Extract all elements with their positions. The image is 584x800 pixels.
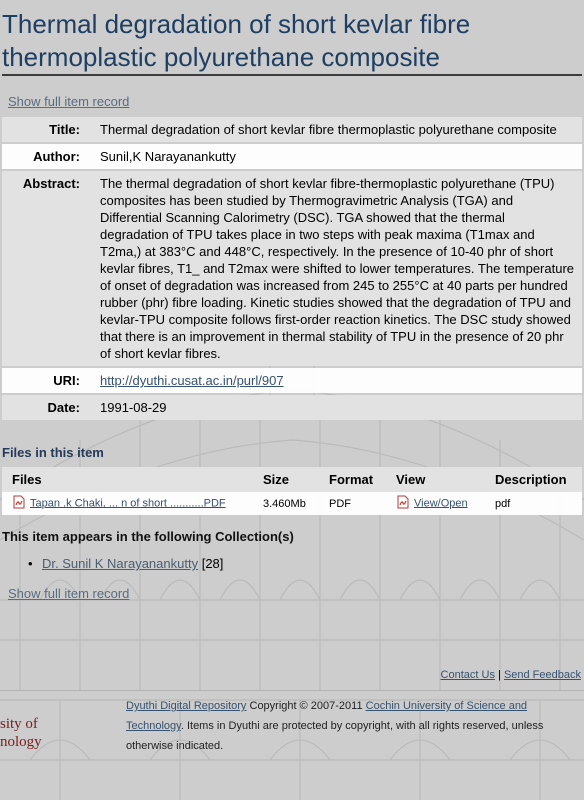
files-table xyxy=(2,467,582,515)
file-description: pdf xyxy=(485,492,582,515)
collection-link[interactable]: Dr. Sunil K Narayanankutty xyxy=(42,556,199,571)
uri-label: URI: xyxy=(2,368,94,393)
date-label: Date: xyxy=(2,395,94,420)
format-col-header: Format xyxy=(319,467,386,492)
pdf-icon xyxy=(12,495,26,512)
size-col-header: Size xyxy=(253,467,319,492)
files-heading: Files in this item xyxy=(2,445,104,460)
metadata-row-title xyxy=(2,117,582,142)
metadata-table xyxy=(2,115,582,422)
send-feedback-link[interactable]: Send Feedback xyxy=(503,669,581,681)
copyright-text: Copyright © 2007-2011 xyxy=(246,700,366,712)
footer-links xyxy=(441,669,581,681)
collections-heading: This item appears in the following Collection(s) xyxy=(2,529,294,544)
collection-count: [28] xyxy=(201,556,224,571)
footer-separator: | xyxy=(498,669,501,681)
repository-link[interactable]: Dyuthi Digital Repository xyxy=(126,700,247,712)
view-open-link[interactable]: View/Open xyxy=(414,497,468,510)
metadata-row-author xyxy=(2,144,582,169)
abstract-value: The thermal degradation of short kevlar fibre-thermoplastic polyurethane (TPU) composites has been studied by Thermogravimetric Analysis (TGA) and Differential Scanning Calorimetry (DSC). TGA showed that the thermal degradation of TPU takes place in two steps with peak maxima (T1max and T2ma,) at 383°C and 448°C, respectively. In the presence of 10-40 phr of short kevlar fibres, T1_ and T2max were shifted to lower temperatures. The temperature of onset of degradation was increased from 245 to 255°C at 40 parts per hundred rubber (phr) fibre loading. Kinetic studies showed that the degradation of TPU and kevlar-TPU composite follows first-order reaction kinetics. The DSC study showed that there is an improvement in thermal stability of TPU in the presence of 20 phr of short kevlar fibres. xyxy=(94,171,582,366)
view-col-header: View xyxy=(386,467,485,492)
file-view-cell xyxy=(386,492,485,515)
metadata-row-uri xyxy=(2,368,582,393)
footer-copyright xyxy=(126,696,556,756)
university-link[interactable]: Cochin University of Science and Technology xyxy=(126,700,528,732)
author-value: Sunil,K Narayanankutty xyxy=(94,144,582,169)
logo-line-1: sity of xyxy=(0,716,38,732)
title-value: Thermal degradation of short kevlar fibre thermoplastic polyurethane composite xyxy=(94,117,582,142)
contact-us-link[interactable]: Contact Us xyxy=(440,669,495,681)
description-col-header: Description xyxy=(485,467,582,492)
file-name-link[interactable]: Tapan .k Chaki, ... n of short ...........PDF xyxy=(30,497,226,510)
table-row xyxy=(2,492,582,515)
uri-link[interactable]: http://dyuthi.cusat.ac.in/purl/907 xyxy=(100,373,284,388)
collections-list xyxy=(28,556,224,571)
file-name-cell xyxy=(2,492,253,515)
file-size: 3.460Mb xyxy=(253,492,319,515)
bullet-icon: • xyxy=(28,556,33,571)
page-title: Thermal degradation of short kevlar fibre thermoplastic polyurethane composite xyxy=(2,8,582,76)
university-logo-text xyxy=(0,715,42,751)
show-full-record-link-bottom[interactable]: Show full item record xyxy=(8,586,130,601)
author-label: Author: xyxy=(2,144,94,169)
file-format: PDF xyxy=(319,492,386,515)
files-col-header: Files xyxy=(2,467,253,492)
show-full-record-link[interactable]: Show full item record xyxy=(8,94,130,109)
date-value: 1991-08-29 xyxy=(94,395,582,420)
metadata-row-date xyxy=(2,395,582,420)
title-label: Title: xyxy=(2,117,94,142)
pdf-icon xyxy=(396,495,410,512)
logo-line-2: nology xyxy=(0,734,42,750)
metadata-row-abstract xyxy=(2,171,582,366)
uri-cell xyxy=(94,368,582,393)
abstract-label: Abstract: xyxy=(2,171,94,366)
copyright-notice: . Items in Dyuthi are protected by copyright, with all rights reserved, unless otherwise indicated. xyxy=(126,720,544,752)
files-header-row xyxy=(2,467,582,492)
footer-divider xyxy=(0,690,584,691)
